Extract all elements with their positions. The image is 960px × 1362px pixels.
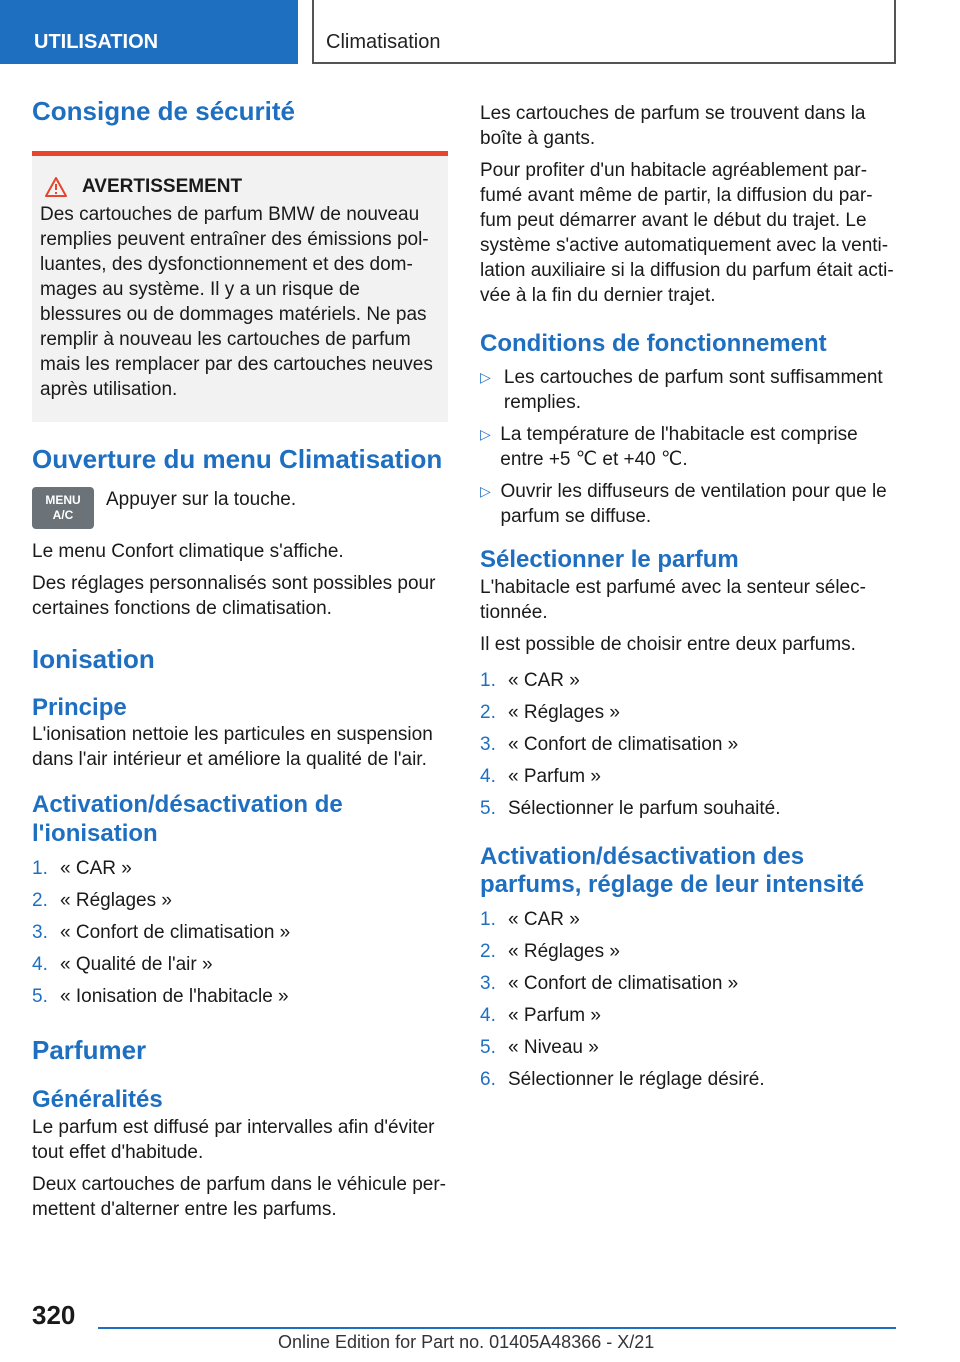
principle-text: L'ionisation nettoie les particules en suspension dans l'air intérieur et améliore la qualité de l'air.: [32, 724, 433, 771]
header-section-tab: UTILISATION: [0, 0, 298, 64]
left-column: [32, 96, 448, 1222]
select-heading: Sélectionner le parfum: [480, 545, 739, 573]
right-column: [480, 101, 898, 1096]
menu-paragraph-1: Le menu Confort climatique s'affiche.: [32, 541, 344, 563]
principle-heading: Principe: [32, 693, 127, 721]
list-item: 2. « Réglages »: [480, 701, 620, 723]
header-chapter: Climatisation: [312, 0, 896, 64]
page-number: 320: [32, 1300, 76, 1330]
warning-header: [44, 176, 440, 198]
list-item: 1. « CAR »: [480, 669, 580, 691]
conditions-heading: Conditions de fonctionnement: [480, 330, 827, 357]
list-item: 3. « Confort de climatisation »: [480, 973, 739, 995]
triangle-bullet-icon: ▷: [480, 425, 491, 442]
ionisation-heading: Ionisation: [32, 644, 155, 675]
ionisation-activation-heading: Activation/désactivation de l'ionisation: [32, 791, 343, 848]
list-item: 5. « Niveau »: [480, 1037, 599, 1059]
list-item: 5. « Ionisation de l'habitacle »: [32, 985, 289, 1007]
list-item: 5. Sélectionner le parfum souhaité.: [480, 797, 781, 819]
safety-heading: Consigne de sécurité: [32, 96, 295, 126]
warning-title: AVERTISSEMENT: [82, 176, 243, 198]
intensity-steps: [480, 904, 898, 1096]
general-paragraph-2: Deux cartouches de parfum dans le véhicule per-mettent d'alterner entre les parfums.: [32, 1173, 447, 1220]
intro-paragraph-1: Les cartouches de parfum se trouvent dans la boîte à gants.: [480, 103, 866, 149]
menu-key-row: [32, 487, 448, 529]
general-heading: Généralités: [32, 1086, 163, 1114]
warning-triangle-icon: [44, 176, 68, 198]
select-paragraph-2: Il est possible de choisir entre deux parfums.: [480, 633, 856, 655]
intro-paragraph-2: Pour profiter d'un habitacle agréablement par-fumé avant même de partir, la diffusion du par-fum peut démarrer avant le début du trajet. Le système s'active automatiquement avec la venti-lation auxiliaire si la diffusion du parfum était acti-vée à la fin du dernier trajet.: [480, 160, 894, 306]
list-item: ▷ La température de l'habitacle est comprise entre +5 ℃ et +40 ℃.: [480, 423, 858, 470]
menu-paragraph-2: Des réglages personnalisés sont possibles pour certaines fonctions de climatisation.: [32, 573, 436, 620]
select-paragraph-1: L'habitacle est parfumé avec la senteur sélec-tionnée.: [480, 576, 866, 623]
footer-divider: [98, 1327, 896, 1329]
footer-edition: Online Edition for Part no. 01405A48366 - X/21: [278, 1332, 655, 1352]
warning-text: Des cartouches de parfum BMW de nouveau remplies peuvent entraîner des émissions pol-luantes, des dysfonctionnement et des dom-mages au système. Il y a un risque de blessures ou de dommages matériels. Ne pas remplir à nouveau les cartouches de parfum mais les remplacer par des cartouches neuves après utilisation.: [40, 204, 433, 401]
list-item: 3. « Confort de climatisation »: [480, 733, 739, 755]
list-item: ▷ Ouvrir les diffuseurs de ventilation pour que le parfum se diffuse.: [480, 480, 887, 527]
menu-ac-button-icon: MENU A/C: [32, 487, 94, 529]
list-item: ▷ Les cartouches de parfum sont suffisamment remplies.: [480, 366, 883, 413]
menu-instruction: Appuyer sur la touche.: [106, 489, 297, 511]
triangle-bullet-icon: ▷: [480, 482, 491, 499]
perfume-heading: Parfumer: [32, 1034, 147, 1065]
list-item: 4. « Qualité de l'air »: [32, 953, 213, 975]
list-item: 6. Sélectionner le réglage désiré.: [480, 1069, 765, 1091]
ionisation-steps: [32, 853, 448, 1013]
intensity-heading: Activation/désactivation des parfums, réglage de leur intensité: [480, 842, 865, 899]
list-item: 1. « CAR »: [480, 909, 580, 931]
list-item: 4. « Parfum »: [480, 1005, 601, 1027]
list-item: 4. « Parfum »: [480, 765, 601, 787]
general-paragraph-1: Le parfum est diffusé par intervalles afin d'éviter tout effet d'habitude.: [32, 1116, 435, 1163]
menu-heading: Ouverture du menu Climatisation: [32, 444, 443, 475]
list-item: 3. « Confort de climatisation »: [32, 921, 291, 943]
list-item: 2. « Réglages »: [32, 889, 172, 911]
select-steps: [480, 665, 898, 825]
conditions-list: [480, 365, 898, 529]
list-item: 1. « CAR »: [32, 857, 132, 879]
triangle-bullet-icon: ▷: [480, 368, 491, 385]
warning-box: [32, 151, 448, 422]
list-item: 2. « Réglages »: [480, 941, 620, 963]
